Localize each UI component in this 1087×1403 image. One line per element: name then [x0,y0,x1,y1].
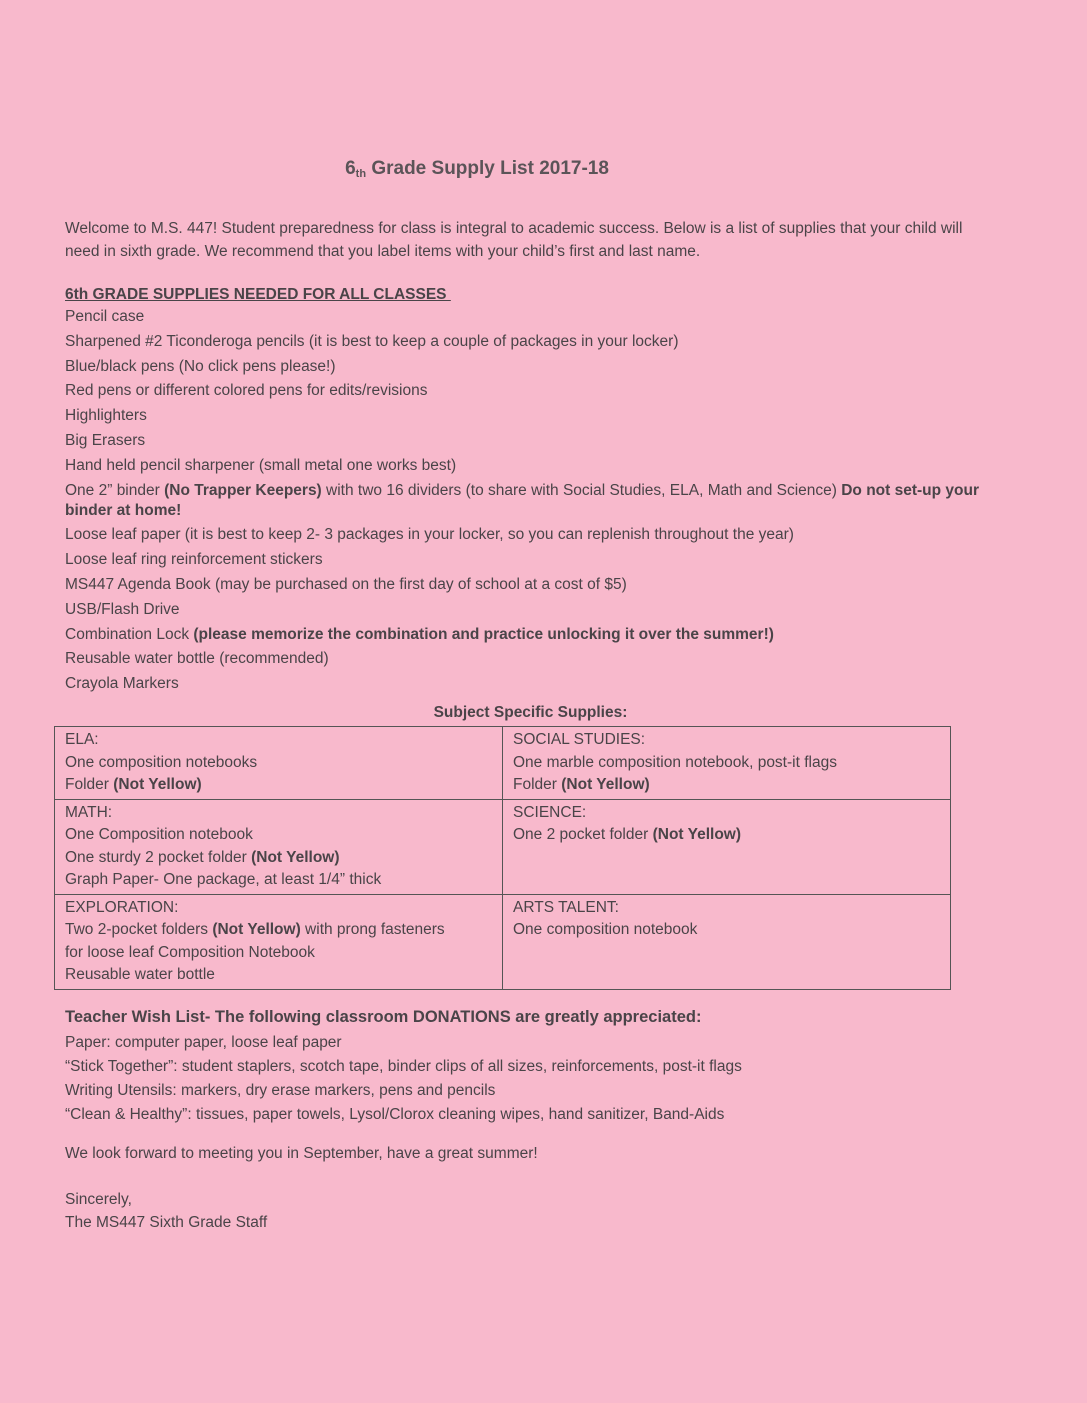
ela-line: One composition notebooks [65,753,258,771]
all-classes-heading: 6th GRADE SUPPLIES NEEDED FOR ALL CLASSES [65,286,451,303]
intro-paragraph: Welcome to M.S. 447! Student preparedness for class is integral to academic success. Below is a list of supplies that your child will need in sixth grade. We recommend that you label items with your child’s first and last name. [65,220,963,260]
page-title [0,158,954,180]
subject-heading: Subject Specific Supplies: [433,704,628,721]
title-subscript: th [355,168,367,180]
math-line: One Composition notebook [65,826,253,843]
social-studies-line: Folder (Not Yellow) [513,776,650,793]
math-cell [55,799,503,894]
list-item: “Clean & Healthy”: tissues, paper towels, Lysol/Clorox cleaning wipes, hand sanitizer, Band-Aids [65,1106,725,1123]
list-item: Hand held pencil sharpener (small metal one works best) [65,456,457,474]
arts-talent-title: ARTS TALENT: [513,898,619,916]
ela-cell [55,727,503,800]
list-item [65,625,995,645]
all-classes-list [65,307,995,699]
math-title: MATH: [65,803,113,821]
list-item: MS447 Agenda Book (may be purchased on the first day of school at a cost of $5) [65,575,627,593]
binder-warning: Do not set-up your binder at home! [65,481,980,519]
list-item: Pencil case [65,308,145,325]
exploration-line: Reusable water bottle [65,966,215,983]
list-item: “Stick Together”: student staplers, scotch tape, binder clips of all sizes, reinforcements, post-it flags [65,1058,742,1075]
science-line: One 2 pocket folder (Not Yellow) [513,826,742,843]
list-item: Blue/black pens (No click pens please!) [65,357,336,375]
binder-dividers: with two 16 dividers (to share with Social Studies, ELA, Math and Science) [321,481,842,499]
list-item: Crayola Markers [65,675,179,693]
social-studies-cell [503,727,951,800]
binder-text: One 2” binder [65,481,165,499]
exploration-cell [55,894,503,989]
ela-title: ELA: [65,731,99,748]
exploration-line: for loose leaf Composition Notebook [65,943,315,961]
ela-line: Folder (Not Yellow) [65,776,202,793]
lock-note: (please memorize the combination and practice unlocking it over the summer!) [193,625,774,643]
signoff-line: Sincerely, [65,1191,132,1208]
arts-talent-cell [503,894,951,989]
social-studies-line: One marble composition notebook, post-it flags [513,753,837,771]
arts-talent-line: One composition notebook [513,921,698,938]
list-item: USB/Flash Drive [65,600,180,618]
list-item: Paper: computer paper, loose leaf paper [65,1034,342,1051]
table-row [55,799,951,894]
title-rest: Grade Supply List 2017-18 [366,158,609,179]
table-row [55,727,951,800]
exploration-title: EXPLORATION: [65,898,179,916]
list-item: Red pens or different colored pens for edits/revisions [65,382,428,400]
list-item: Writing Utensils: markers, dry erase markers, pens and pencils [65,1082,496,1099]
lock-text: Combination Lock [65,625,194,643]
list-item: Sharpened #2 Ticonderoga pencils (it is best to keep a couple of packages in your locker) [65,332,679,350]
list-item: Reusable water bottle (recommended) [65,650,329,668]
list-item: Highlighters [65,407,147,425]
social-studies-title: SOCIAL STUDIES: [513,731,646,748]
list-item: Loose leaf paper (it is best to keep 2- 3 packages in your locker, so you can replenish throughout the year) [65,526,794,544]
exploration-line: Two 2-pocket folders (Not Yellow) with prong fasteners [65,921,445,938]
binder-note: (No Trapper Keepers) [164,481,322,499]
science-title: SCIENCE: [513,803,587,821]
signoff [65,1188,267,1234]
wish-list-heading: Teacher Wish List- The following classroom DONATIONS are greatly appreciated: [65,1008,702,1026]
list-item: Big Erasers [65,431,146,449]
list-item [65,481,995,521]
science-cell [503,799,951,894]
math-line: Graph Paper- One package, at least 1/4” thick [65,871,382,888]
table-row [55,894,951,989]
math-line: One sturdy 2 pocket folder (Not Yellow) [65,848,340,866]
closing-text: We look forward to meeting you in September, have a great summer! [65,1145,538,1162]
wish-list [65,1031,965,1127]
title-prefix: 6 [345,158,356,179]
signoff-line: The MS447 Sixth Grade Staff [65,1214,268,1231]
list-item: Loose leaf ring reinforcement stickers [65,551,323,569]
subject-supplies-table [54,726,951,990]
